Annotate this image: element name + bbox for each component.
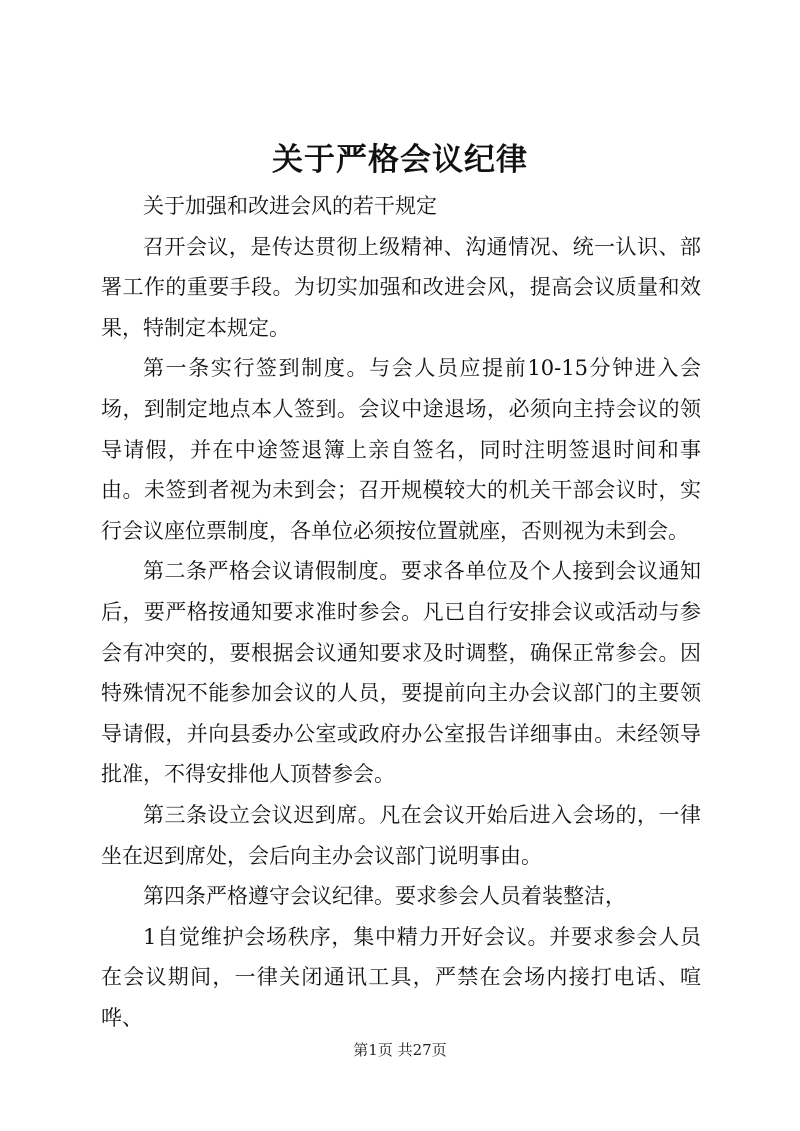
article-2-paragraph: 第二条严格会议请假制度。要求各单位及个人接到会议通知后，要严格按通知要求准时参会。凡已自行安排会议或活动与参会有冲突的，要根据会议通知要求及时调整，确保正常参会。因特殊情况不能参加会议的人员，要提前向主办会议部门的主要领导请假，并向县委办公室或政府办公室报告详细事由。未经领导批准，不得安排他人顶替参会。 [101,559,701,787]
document-body [101,186,701,1038]
article-1-paragraph: 第一条实行签到制度。与会人员应提前10-15分钟进入会场，到制定地点本人签到。会议中途退场，必须向主持会议的领导请假，并在中途签退簿上亲自签名，同时注明签退时间和事由。未签到者视为未到会；召开规模较大的机关干部会议时，实行会议座位票制度，各单位必须按位置就座，否则视为未到会。 [101,356,701,543]
page-number-footer: 第1页 共27页 [353,1041,447,1059]
subtitle-paragraph: 关于加强和改进会风的若干规定 [143,194,437,218]
article-3-paragraph: 第三条设立会议迟到席。凡在会议开始后进入会场的，一律坐在迟到席处，会后向主办会议部门说明事由。 [101,802,701,868]
intro-paragraph: 召开会议，是传达贯彻上级精神、沟通情况、统一认识、部署工作的重要手段。为切实加强和改进会风，提高会议质量和效果，特制定本规定。 [101,234,701,340]
item-1-paragraph: 1自觉维护会场秩序，集中精力开好会议。并要求参会人员在会议期间，一律关闭通讯工具，严禁在会场内接打电话、喧哗、 [101,924,701,1030]
article-4-paragraph: 第四条严格遵守会议纪律。要求参会人员着装整洁， [143,884,626,909]
document-title: 关于严格会议纪律 [272,142,528,178]
